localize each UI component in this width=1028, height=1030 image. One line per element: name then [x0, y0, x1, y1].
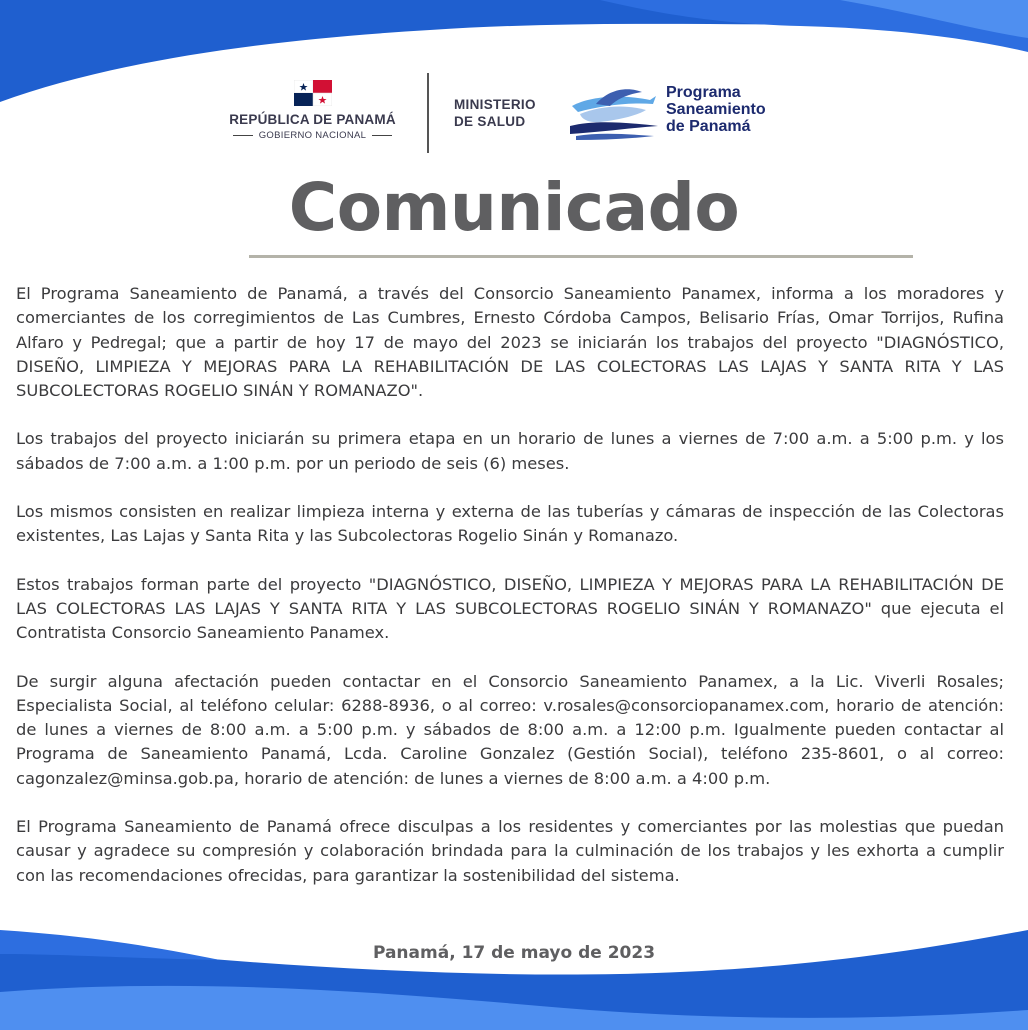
page-title: Comunicado	[288, 169, 740, 246]
ministry-line-1: MINISTERIO	[454, 97, 536, 112]
paragraph: De surgir alguna afectación pueden contactar en el Consorcio Saneamiento Panamex, a la Lic. Viverli Rosales; Especialista Social, al teléfono celular: 6288-8936, o al correo: v.rosales@consorciopanamex.com, horario de atención: de lunes a viernes de 8:00 a.m. a 5:00 p.m. y sábados de 8:00 a.m. a 12:00 p.m. Igualmente pueden contactar al Programa de Saneamiento Panamá, Lcda. Caroline Gonzalez (Gestión Social), teléfono 235-8601, o al correo: cagonzalez@minsa.gob.pa, horario de atención: de lunes a viernes de 8:00 a.m. a 4:00 p.m.	[16, 671, 1004, 788]
paragraph: Los trabajos del proyecto iniciarán su primera etapa en un horario de lunes a viernes de 7:00 a.m. a 5:00 p.m. y los sábados de 7:00 a.m. a 1:00 p.m. por un periodo de seis (6) meses.	[16, 429, 1004, 473]
panama-flag-icon	[294, 80, 332, 106]
divider-line	[233, 135, 253, 136]
title-underline	[249, 255, 913, 258]
paragraph: Estos trabajos forman parte del proyecto "DIAGNÓSTICO, DISEÑO, LIMPIEZA Y MEJORAS PARA LA REHABILITACIÓN DE LAS COLECTORAS LAS LAJAS Y SANTA RITA Y LAS SUBCOLECTORAS ROGELIO SINÁN Y ROMANAZO" que ejecuta el Contratista Consorcio Saneamiento Panamex.	[16, 574, 1004, 643]
paragraph: El Programa Saneamiento de Panamá ofrece disculpas a los residentes y comerciantes por las molestias que puedan causar y agradece su compresión y colaboración brindada para la culminación de los trabajos y les exhorta a cumplir con las recomendaciones ofrecidas, para garantizar la sostenibilidad del sistema.	[16, 817, 1004, 885]
government-label: GOBIERNO NACIONAL	[258, 130, 367, 141]
document-body	[16, 282, 1004, 888]
header-divider	[427, 73, 429, 153]
paragraph: Los mismos consisten en realizar limpieza interna y externa de las tuberías y cámaras de inspección de las Colectoras existentes, Las Lajas y Santa Rita y las Subcolectoras Rogelio Sinán y Romanazo.	[16, 502, 1004, 546]
dolphin-logo-icon	[566, 82, 662, 144]
program-line-2: Saneamiento	[666, 101, 766, 118]
program-line-3: de Panamá	[666, 118, 751, 135]
header	[0, 70, 1028, 160]
divider-line	[372, 135, 392, 136]
republica-logo	[210, 80, 415, 141]
republic-title: REPÚBLICA DE PANAMÁ	[229, 112, 396, 127]
government-label-row	[210, 130, 415, 141]
ministry-label	[454, 96, 536, 130]
signoff-date: Panamá, 17 de mayo de 2023	[372, 943, 656, 963]
program-line-1: Programa	[666, 84, 741, 101]
paragraph: El Programa Saneamiento de Panamá, a través del Consorcio Saneamiento Panamex, informa a los moradores y comerciantes de los corregimientos de Las Cumbres, Ernesto Córdoba Campos, Belisario Frías, Omar Torrijos, Rufina Alfaro y Pedregal; que a partir de hoy 17 de mayo del 2023 se iniciarán los trabajos del proyecto "DIAGNÓSTICO, DISEÑO, LIMPIEZA Y MEJORAS PARA LA REHABILITACIÓN DE LAS COLECTORAS LAS LAJAS Y SANTA RITA Y LAS SUBCOLECTORAS ROGELIO SINÁN Y ROMANAZO".	[16, 284, 1004, 401]
ministry-line-2: DE SALUD	[454, 114, 526, 129]
program-label	[666, 84, 766, 135]
